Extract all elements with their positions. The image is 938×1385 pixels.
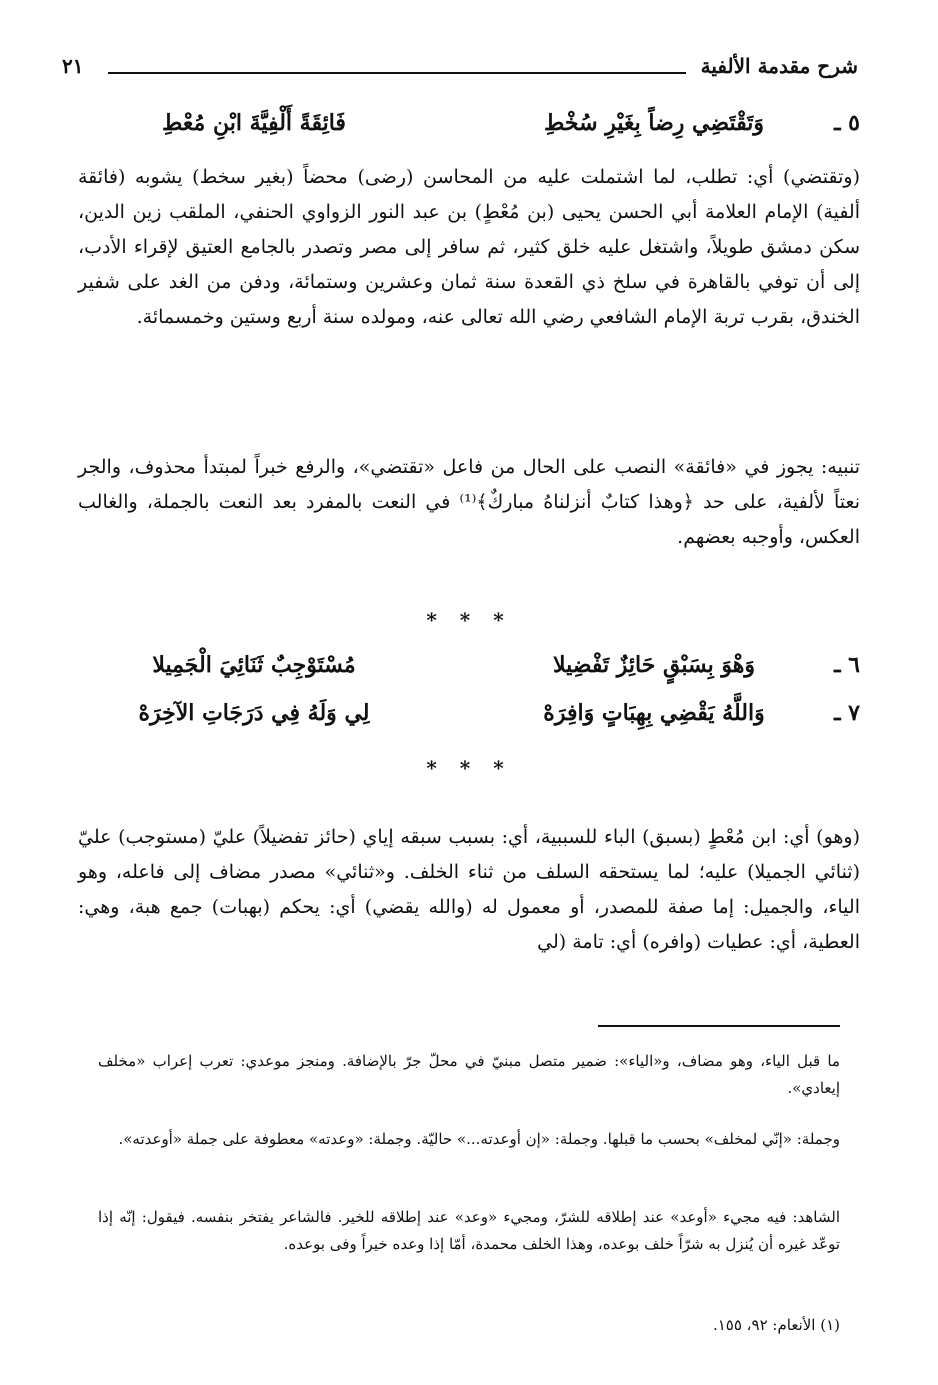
footnote-rule <box>598 1025 840 1027</box>
verse-number: ٥ ـ <box>834 110 860 136</box>
running-title: شرح مقدمة الألفية <box>700 54 858 78</box>
verse-second-hemistich: فَائِقَةً أَلْفِيَّةَ ابْنِ مُعْطِ <box>162 110 346 136</box>
verse-second-hemistich: مُسْتَوْجِبٌ ثَنَائِيَ الْجَمِيلا <box>152 652 356 678</box>
verse-number: ٦ ـ <box>834 652 860 678</box>
section-separator: * * * <box>426 756 512 780</box>
note-paragraph: تنبيه: يجوز في «فائقة» النصب على الحال من فاعل «تقتضي»، والرفع خبراً لمبتدأ محذوف، والجر نعتاً لألفية، على حد ﴿وهذا كتابٌ أنزلناهُ مباركٌ﴾⁽¹⁾ في النعت بالمفرد بعد النعت بالجملة، والغالب العكس، وأوجبه بعضهم. <box>78 456 860 548</box>
page-number: ٢١ <box>62 54 84 78</box>
footnote-text: وجملة: «إنّي لمخلف» بحسب ما قبلها. وجملة: «إن أوعدته...» حاليّة. وجملة: «وعدته» معطوفة على جملة «أوعدته». <box>118 1130 840 1148</box>
verse-first-hemistich: وَهْوَ بِسَبْقٍ حَائِزٌ تَفْضِيلا <box>553 652 755 678</box>
footnote-text: ما قبل الياء، وهو مضاف، و«الياء»: ضمير متصل مبنيّ في محلّ جرّ بالإضافة. ومنجز موعدي: تعرب إعراب «مخلف إيعادي». <box>98 1052 840 1097</box>
verse-number: ٧ ـ <box>834 700 860 726</box>
verse-7 <box>78 694 860 740</box>
commentary-paragraph: (وتقتضي) أي: تطلب، لما اشتملت عليه من المحاسن (رضى) محضاً (بغير سخط) يشوبه (فائقة ألفية) الإمام العلامة أبي الحسن يحيى (بن مُعْطٍ) بن عبد النور الزواوي الحنفي، الملقب زين الدين، سكن دمشق طويلاً، واشتغل عليه خلق كثير، ثم سافر إلى مصر وتصدر بالجامع العتيق لإقراء الأدب، إلى أن توفي بالقاهرة في سلخ ذي القعدة سنة ثمان وعشرين وستمائة، ودفن من الغد على شفير الخندق، بقرب تربة الإمام الشافعي رضي الله تعالى عنه، ومولده سنة أربع وستين وخمسمائة. <box>78 166 861 328</box>
header-rule <box>108 72 686 74</box>
verse-6 <box>78 646 860 692</box>
verse-first-hemistich: وَاللَّهُ يَقْضِي بِهِبَاتٍ وَافِرَهْ <box>543 700 765 726</box>
footnote-reference: (١) الأنعام: ٩٢، ١٥٥. <box>712 1316 840 1334</box>
section-separator: * * * <box>426 608 512 632</box>
verse-5 <box>78 104 860 150</box>
commentary-paragraph: (وهو) أي: ابن مُعْطٍ (بسبق) الباء للسببية، أي: بسبب سبقه إياي (حائز تفضيلاً) عليّ (مستوجب) عليّ (ثنائي الجميلا) عليه؛ لما يستحقه السلف من ثناء الخلف. و«ثنائي» مصدر مضاف إلى فاعله، وهو الياء، والجميل: إما صفة للمصدر، أو معمول له (والله يقضي) أي: يحكم (بهبات) جمع هبة، وهي: العطية، أي: عطيات (وافره) أي: تامة (لي <box>78 826 860 953</box>
verse-second-hemistich: لِي وَلَهُ فِي دَرَجَاتِ الآخِرَهْ <box>138 700 370 726</box>
footnote-text: الشاهد: فيه مجيء «أوعد» عند إطلاقه للشرّ، ومجيء «وعد» عند إطلاقه للخير. فالشاعر يفتخر بنفسه. فيقول: إنّه إذا توعّد غيره أن يُنزل به شرّاً خلف بوعده، وهذا الخلف محمدة، أمّا إذا وعده خيراً وفى بوعده. <box>98 1208 840 1253</box>
page-header <box>62 44 858 84</box>
verse-first-hemistich: وَتَقْتَضِي رِضاً بِغَيْرِ سُخْطِ <box>544 110 764 136</box>
